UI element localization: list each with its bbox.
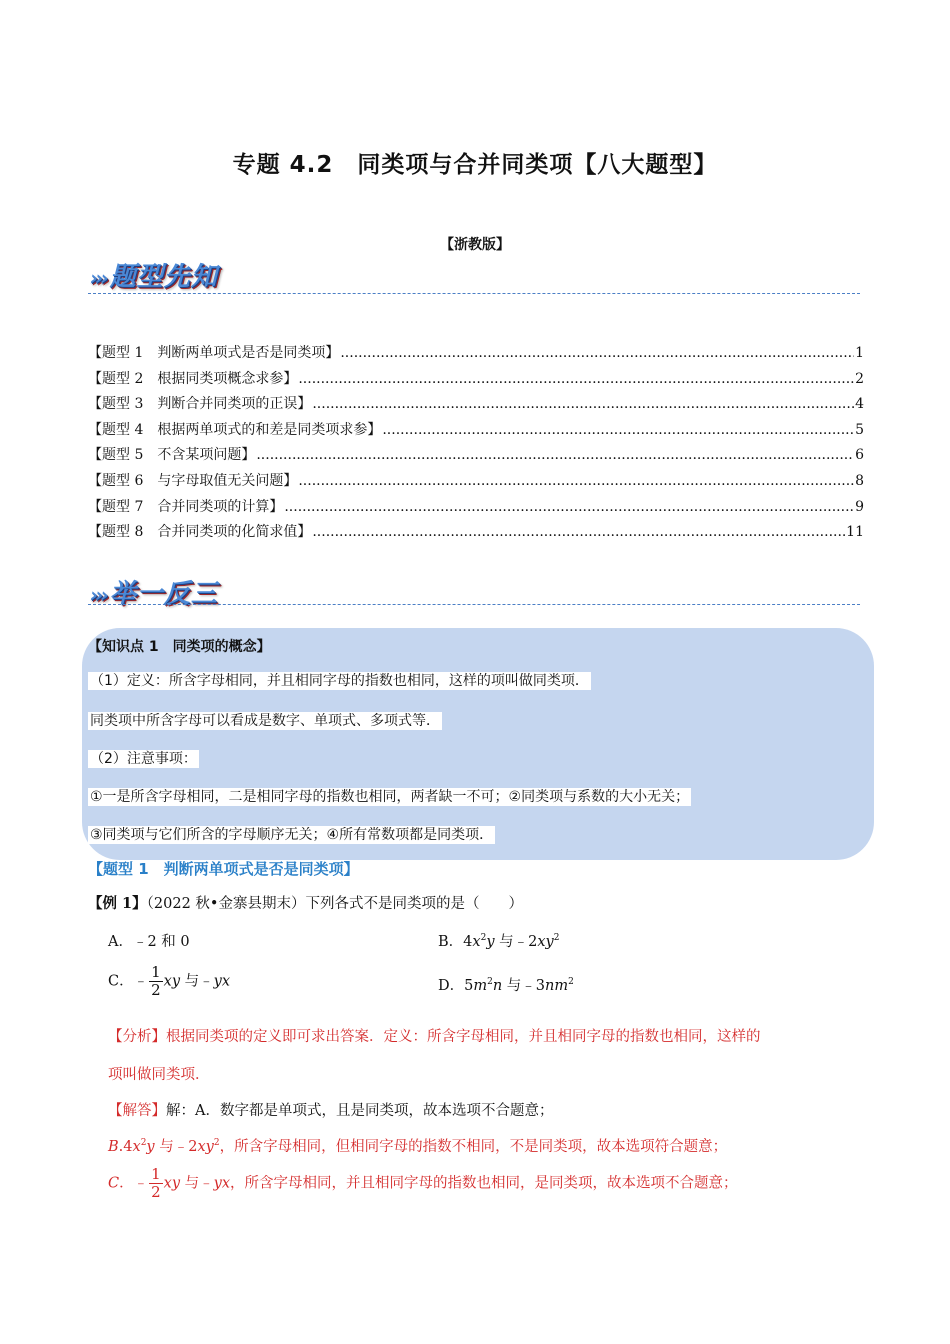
toc-leader-dots bbox=[284, 495, 854, 521]
option-b: B．$4x^2y$ 与$﹣2xy^2$ bbox=[438, 933, 560, 950]
toc-page-number: 5 bbox=[855, 421, 864, 438]
toc-leader-dots bbox=[340, 341, 854, 367]
toc-entry[interactable] bbox=[88, 443, 864, 469]
knowledge-heading: 【知识点 1 同类项的概念】 bbox=[88, 639, 271, 655]
toc-page-number: 11 bbox=[846, 524, 864, 541]
toc-leader-dots bbox=[298, 469, 854, 495]
toc-entry[interactable] bbox=[88, 418, 864, 444]
toc-page-number: 1 bbox=[855, 345, 864, 361]
toc-entry[interactable] bbox=[88, 367, 864, 393]
toc-leader-dots bbox=[256, 443, 854, 469]
toc-entry[interactable] bbox=[88, 341, 864, 367]
solution-line-b: $B.4x^2y$ 与$﹣2xy^2$，所含字母相同，但相同字母的指数不相同，不是同类项，故本选项符合题意； bbox=[108, 1138, 728, 1155]
toc-entry-label: 【题型 4 根据两单项式的和差是同类项求参】 bbox=[88, 421, 382, 438]
toc-entry[interactable] bbox=[88, 520, 864, 546]
knowledge-line: 同类项中所含字母可以看成是数字、单项式、多项式等． bbox=[90, 713, 440, 729]
toc-page-number: 9 bbox=[855, 498, 864, 515]
triple-arrow-icon: ››› bbox=[90, 266, 106, 290]
toc-entry-label: 【题型 1 判断两单项式是否是同类项】 bbox=[88, 345, 340, 361]
analysis-line: 【分析】根据同类项的定义即可求出答案．定义：所含字母相同，并且相同字母的指数也相同，这样的 bbox=[108, 1029, 761, 1045]
toc-entry-label: 【题型 3 判断合并同类项的正误】 bbox=[88, 396, 312, 413]
toc-leader-dots bbox=[298, 367, 854, 393]
knowledge-line: （2）注意事项： bbox=[90, 751, 197, 767]
toc-entry[interactable] bbox=[88, 495, 864, 521]
page-title: 专题 4.2 同类项与合并同类项【八大题型】 bbox=[232, 152, 718, 178]
toc-entry-label: 【题型 6 与字母取值无关问题】 bbox=[88, 472, 298, 489]
solution-line-c: C．﹣ $\frac{1}{2}$ xy 与﹣yx，所含字母相同，并且相同字母的指数也相同，是同类项，故本选项不合题意； bbox=[108, 1165, 738, 1201]
fraction: $\frac{1}{2}$ bbox=[151, 963, 161, 999]
option-d: D．$5m^2n$ 与$﹣3nm^2$ bbox=[438, 977, 574, 994]
knowledge-line: ③同类项与它们所含的字母顺序无关；④所有常数项都是同类项． bbox=[90, 827, 494, 843]
question-type-title: 【题型 1 判断两单项式是否是同类项】 bbox=[88, 860, 359, 878]
toc-leader-dots bbox=[382, 418, 854, 444]
toc-page-number: 8 bbox=[855, 472, 864, 489]
toc-page-number: 6 bbox=[855, 447, 864, 464]
toc-leader-dots bbox=[312, 392, 854, 418]
banner-title: 举一反三 bbox=[109, 579, 218, 609]
toc-entry[interactable] bbox=[88, 469, 864, 495]
toc-entry-label: 【题型 8 合并同类项的化简求值】 bbox=[88, 524, 312, 541]
toc-entry-label: 【题型 7 合并同类项的计算】 bbox=[88, 498, 284, 515]
fraction: $\frac{1}{2}$ bbox=[151, 1165, 161, 1201]
analysis-line: 项叫做同类项． bbox=[108, 1067, 210, 1083]
knowledge-line: ①一是所含字母相同，二是相同字母的指数也相同，两者缺一不可；②同类项与系数的大小无关； bbox=[90, 789, 690, 805]
example-question: 【例 1】（2022 秋•金寨县期末）下列各式不是同类项的是（ ） bbox=[88, 895, 523, 912]
dashed-divider bbox=[88, 293, 860, 294]
dashed-divider bbox=[88, 604, 860, 605]
option-c: C．﹣ $\frac{1}{2}$ xy 与﹣yx bbox=[108, 963, 231, 999]
knowledge-line: （1）定义：所含字母相同，并且相同字母的指数也相同，这样的项叫做同类项． bbox=[90, 673, 589, 689]
toc-leader-dots bbox=[312, 520, 845, 546]
toc-entry-label: 【题型 5 不含某项问题】 bbox=[88, 447, 256, 464]
section-banner-question-types bbox=[90, 256, 218, 293]
toc-page-number: 2 bbox=[855, 370, 864, 387]
edition-label: 【浙教版】 bbox=[440, 237, 510, 253]
toc-page-number: 4 bbox=[855, 396, 864, 413]
solution-line-a: 【解答】解：A．数字都是单项式，且是同类项，故本选项不合题意； bbox=[108, 1103, 554, 1119]
option-a: A．﹣2 和 0 bbox=[108, 934, 190, 950]
triple-arrow-icon: ››› bbox=[90, 583, 106, 607]
toc-entry-label: 【题型 2 根据同类项概念求参】 bbox=[88, 370, 298, 387]
banner-title: 题型先知 bbox=[109, 262, 218, 292]
toc-entry[interactable] bbox=[88, 392, 864, 418]
table-of-contents bbox=[88, 341, 864, 546]
